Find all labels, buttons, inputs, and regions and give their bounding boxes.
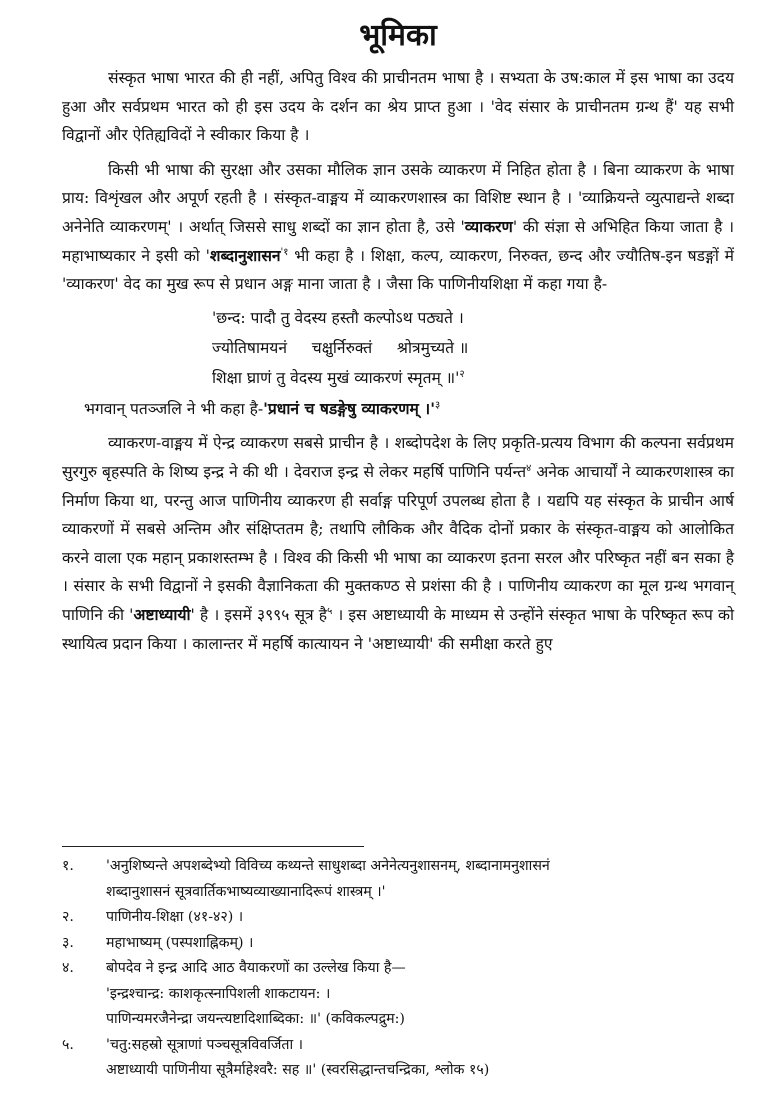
footnote-number: ३. bbox=[62, 934, 74, 951]
footnote-line: अष्टाध्यायी पाणिनीया सूत्रैर्माहेश्वरै: सह ॥' (स्वरसिद्धान्तचन्द्रिका, श्लोक १५) bbox=[106, 1062, 490, 1078]
verse-block bbox=[212, 303, 734, 393]
verse-line-3 bbox=[212, 363, 734, 393]
footnote-4 bbox=[62, 956, 740, 1033]
footnote-body bbox=[106, 1033, 740, 1084]
paragraph-4-text-d: । इस अष्टाध्यायी के माध्यम से उन्होंने संस्कृत भाषा के परिष्कृत रूप को स्थायित्व प्रदान किया । कालान्तर में महर्षि कात्यायन ने 'अष्टाध्यायी' की समीक्षा करते हुए bbox=[62, 605, 734, 653]
footnote-line: शब्दानुशासनं सूत्रवार्तिकभाष्यव्याख्यानादिरूपं शास्त्रम् ।' bbox=[106, 883, 386, 900]
page-title: भूमिका bbox=[359, 18, 437, 53]
footnote-3 bbox=[62, 931, 740, 957]
paragraph-4-text-b: अनेक आचार्यों ने व्याकरणशास्त्र का निर्माण किया था, परन्तु आज पाणिनीय व्याकरण ही सर्वाङ्ग परिपूर्ण उपलब्ध होता है । यद्यपि यह संस्कृत के प्राचीन आर्ष व्याकरणों में सबसे अन्तिम और संक्षिप्ततम है; तथापि लौकिक और वैदिक दोनों प्रकार के संस्कृत-वाङ्मय को आलोकित करने वाला एक महान् प्रकाशस्तम्भ है । विश्व की किसी भी भाषा का व्याकरण इतना सरल और परिष्कृत नहीं बन सका है । संसार के सभी विद्वानों ने इसकी वैज्ञानिकता की मुक्तकण्ठ से प्रशंसा की है । पाणिनीय व्याकरण का मूल ग्रन्थ भगवान् पाणिनि की ' bbox=[62, 462, 734, 624]
footnote-2 bbox=[62, 905, 740, 931]
footnote-ref-4: ४ bbox=[526, 462, 532, 474]
term-ashtadhyayi: अष्टाध्यायी bbox=[133, 604, 191, 624]
footnote-body bbox=[106, 956, 740, 1033]
term-vyakarana: व्याकरण bbox=[464, 216, 513, 236]
verse-line-1: 'छन्द: पादौ तु वेदस्य हस्तौ कल्पोऽथ पठ्यते । bbox=[212, 308, 464, 327]
footnote-ref-3: ३ bbox=[434, 399, 441, 411]
footnote-line: 'इन्द्रश्चान्द्र: काशकृत्स्नापिशली शाकटायन: । bbox=[106, 985, 331, 1002]
footnote-line: बोपदेव ने इन्द्र आदि आठ वैयाकरणों का उल्लेख किया है— bbox=[106, 960, 406, 976]
footnote-ref-2: २ bbox=[459, 368, 465, 380]
footnote-line: 'चतु:सहस्रो सूत्राणां पञ्चसूत्रविवर्जिता । bbox=[106, 1036, 304, 1053]
paragraph-3-text: भगवान् पतञ्जलि ने भी कहा है- bbox=[84, 399, 264, 418]
verse-line-3-text: शिक्षा घ्राणं तु वेदस्य मुखं व्याकरणं स्मृतम् ॥' bbox=[212, 368, 460, 387]
verse-line-2: ज्योतिषामयनं चक्षुर्निरुक्तं श्रोत्रमुच्यते ॥ bbox=[212, 338, 469, 357]
footnote-divider bbox=[62, 846, 364, 847]
footnote-line: महाभाष्यम् (पस्पशाह्निकम्) । bbox=[106, 934, 254, 951]
footnote-number: २. bbox=[62, 909, 74, 925]
paragraph-4 bbox=[62, 429, 734, 658]
paragraph-3 bbox=[62, 395, 734, 424]
footnote-body bbox=[106, 931, 740, 957]
footnotes bbox=[62, 854, 740, 1084]
footnote-number: ४. bbox=[62, 960, 74, 976]
paragraph-2-text-a: किसी भी भाषा की सुरक्षा और उसका मौलिक ज्ञान उसके व्याकरण में निहित होता है । बिना व्याकरण के भाषा प्राय: विशृंखल और अपूर्ण रहती है । संस्कृत-वाङ्मय में व्याकरणशास्त्र का विशिष्ट स्थान है । 'व्याक्रियन्ते व्युत्पाद्यन्ते शब्दा अनेनेति व्याकरणम्' । अर्थात् जिससे साधु शब्दों का ज्ञान होता है, उसे ' bbox=[62, 160, 734, 236]
paragraph-2-text-c: ' की संज्ञा से अभिहित किया जाता है । महाभाष्यकार ने इसी को ' bbox=[62, 217, 734, 265]
paragraph-4-text-c: ' है । इसमें ३९९५ सूत्र है bbox=[190, 605, 328, 624]
paragraph-2 bbox=[62, 156, 734, 299]
footnote-line: पाणिन्यमरजैनेन्द्रा जयन्त्यष्टादिशाब्दिका: ॥' (कविकल्पद्रुम:) bbox=[106, 1011, 405, 1027]
footnote-body bbox=[106, 905, 740, 931]
footnote-5 bbox=[62, 1033, 740, 1084]
paragraph-2-text-d: भी कहा है । शिक्षा, कल्प, व्याकरण, निरुक्त, छन्द और ज्यौतिष-इन षडङ्गों में 'व्याकरण' वेद का मुख रूप से प्रधान अङ्ग माना जाता है । जैसा कि पाणिनीयशिक्षा में कहा गया है- bbox=[62, 246, 734, 294]
footnote-number: ५. bbox=[62, 1036, 74, 1053]
footnote-number: १. bbox=[62, 858, 74, 874]
footnote-body bbox=[106, 854, 740, 905]
footnote-ref-1: '१ bbox=[280, 246, 289, 258]
term-shabdanushasana: शब्दानुशासन bbox=[209, 245, 281, 265]
footnote-1 bbox=[62, 854, 740, 905]
paragraph-4-text-a: व्याकरण-वाङ्मय में ऐन्द्र व्याकरण सबसे प्राचीन है । शब्दोपदेश के लिए प्रकृति-प्रत्यय विभाग की कल्पना सर्वप्रथम सुरगुरु बृहस्पति के शिष्य इन्द्र ने की थी । देवराज इन्द्र से लेकर महर्षि पाणिनि पर्यन्त bbox=[62, 434, 734, 481]
paragraph-1: संस्कृत भाषा भारत की ही नहीं, अपितु विश्व की प्राचीनतम भाषा है । सभ्यता के उष:काल में इस भाषा का उदय हुआ और सर्वप्रथम भारत को ही इस उदय के दर्शन का श्रेय प्राप्त हुआ । 'वेद संसार के प्राचीनतम ग्रन्थ हैं' यह सभी विद्वानों और ऐतिह्यविदों ने स्वीकार किया है । bbox=[62, 69, 734, 145]
patanjali-quote: 'प्रधानं च षडङ्गेषु व्याकरणम् ।' bbox=[263, 398, 435, 418]
footnote-ref-5: ५ bbox=[327, 605, 333, 617]
footnote-line: 'अनुशिष्यन्ते अपशब्देभ्यो विविच्य कथ्यन्ते साधुशब्दा अनेनेत्यनुशासनम्, शब्दानामनुशासनं bbox=[106, 858, 550, 874]
footnote-line: पाणिनीय-शिक्षा (४१-४२) । bbox=[106, 909, 244, 925]
